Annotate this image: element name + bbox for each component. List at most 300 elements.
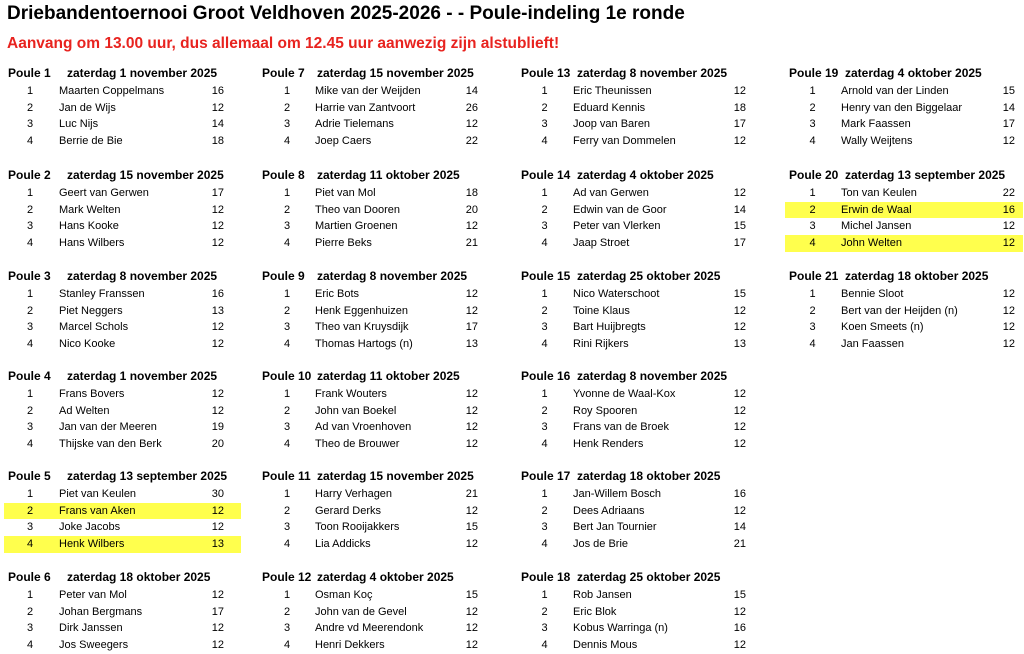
player-number: 2 xyxy=(283,605,291,618)
player-row xyxy=(4,620,241,637)
poule-header xyxy=(4,267,241,285)
player-score: 12 xyxy=(1002,237,1015,250)
player-name: Kobus Warringa (n) xyxy=(573,622,668,635)
player-row xyxy=(258,100,488,117)
player-name: Piet Neggers xyxy=(59,304,123,317)
player-score: 12 xyxy=(733,504,746,517)
player-name: Piet van Mol xyxy=(315,187,376,199)
player-row xyxy=(517,536,751,553)
player-score: 21 xyxy=(465,488,478,500)
player-name: John van Boekel xyxy=(315,404,397,417)
player-row xyxy=(258,637,488,654)
poule-header xyxy=(785,166,1023,184)
player-row xyxy=(517,336,751,353)
player-number: 2 xyxy=(283,404,291,417)
player-score: 18 xyxy=(733,101,746,114)
player-row xyxy=(785,133,1023,150)
player-name: Eric Theunissen xyxy=(573,85,652,97)
player-name: Adrie Tielemans xyxy=(315,118,394,131)
player-score: 12 xyxy=(211,521,224,534)
player-score: 20 xyxy=(211,438,224,451)
player-score: 14 xyxy=(733,521,746,534)
player-number: 3 xyxy=(26,321,34,334)
poule-date: zaterdag 4 oktober 2025 xyxy=(317,570,454,584)
player-score: 22 xyxy=(465,135,478,148)
player-score: 12 xyxy=(465,421,478,434)
player-number: 3 xyxy=(541,118,548,131)
player-name: Frans van Aken xyxy=(59,504,136,517)
player-number: 2 xyxy=(541,304,548,317)
player-row xyxy=(258,303,488,320)
poule-date: zaterdag 11 oktober 2025 xyxy=(317,369,460,383)
poule-name: Poule 3 xyxy=(8,269,51,283)
player-score: 26 xyxy=(465,101,478,114)
player-row xyxy=(4,403,241,420)
player-number: 1 xyxy=(283,187,291,199)
player-score: 12 xyxy=(465,605,478,618)
poule-date: zaterdag 8 november 2025 xyxy=(577,369,728,383)
poule-date: zaterdag 8 november 2025 xyxy=(67,269,218,283)
player-row xyxy=(4,336,241,353)
player-row xyxy=(517,587,751,604)
poule-name: Poule 21 xyxy=(789,269,839,283)
player-name: Theo de Brouwer xyxy=(315,438,400,451)
player-score: 21 xyxy=(465,237,478,250)
poule-header xyxy=(258,166,488,184)
player-row xyxy=(258,604,488,621)
player-number: 2 xyxy=(283,101,291,114)
player-score: 12 xyxy=(211,639,224,652)
player-name: Marcel Schols xyxy=(59,321,129,334)
player-row xyxy=(4,116,241,133)
poule-block xyxy=(4,166,241,252)
player-score: 12 xyxy=(465,622,478,635)
player-row xyxy=(785,303,1023,320)
player-number: 4 xyxy=(541,639,548,652)
player-number: 4 xyxy=(26,237,34,250)
poule-name: Poule 16 xyxy=(521,369,571,383)
poule-header xyxy=(258,367,488,385)
player-score: 18 xyxy=(211,135,224,148)
player-row xyxy=(517,503,751,520)
player-number: 3 xyxy=(26,421,34,434)
player-number: 4 xyxy=(283,538,291,551)
player-row xyxy=(517,486,751,503)
poule-header xyxy=(517,467,751,485)
player-score: 12 xyxy=(465,220,478,233)
poule-block xyxy=(258,166,488,252)
player-number: 2 xyxy=(283,504,291,517)
player-name: Jan de Wijs xyxy=(59,101,116,114)
player-number: 1 xyxy=(541,288,548,300)
poule-header xyxy=(517,568,751,586)
poule-date: zaterdag 25 oktober 2025 xyxy=(577,269,721,283)
player-row xyxy=(258,133,488,150)
player-name: Pierre Beks xyxy=(315,237,372,250)
poule-block xyxy=(4,267,241,353)
poule-header xyxy=(258,267,488,285)
poule-name: Poule 18 xyxy=(521,570,571,584)
player-name: Toine Klaus xyxy=(573,304,630,317)
player-row xyxy=(4,202,241,219)
player-name: Nico Waterschoot xyxy=(573,288,660,300)
player-score: 12 xyxy=(211,338,224,351)
player-name: Ton van Keulen xyxy=(841,187,917,199)
player-number: 2 xyxy=(283,304,291,317)
player-score: 12 xyxy=(465,388,478,400)
player-number: 1 xyxy=(26,288,34,300)
player-name: Jos de Brie xyxy=(573,538,629,551)
player-number: 2 xyxy=(541,504,548,517)
player-row xyxy=(517,319,751,336)
player-score: 12 xyxy=(211,101,224,114)
poule-name: Poule 1 xyxy=(8,66,51,80)
player-row xyxy=(4,419,241,436)
player-score: 15 xyxy=(733,288,746,300)
player-name: Hans Wilbers xyxy=(59,237,125,250)
poule-name: Poule 19 xyxy=(789,66,839,80)
player-score: 12 xyxy=(1002,288,1015,300)
poule-date: zaterdag 4 oktober 2025 xyxy=(845,66,982,80)
player-name: Peter van Mol xyxy=(59,589,127,601)
player-row xyxy=(4,637,241,654)
player-row xyxy=(785,83,1023,100)
player-number: 1 xyxy=(541,589,548,601)
poule-block xyxy=(785,267,1023,353)
player-score: 16 xyxy=(733,488,746,500)
poule-block xyxy=(258,367,488,453)
player-score: 13 xyxy=(465,338,478,351)
player-name: Rob Jansen xyxy=(573,589,632,601)
poule-block xyxy=(517,166,751,252)
poule-name: Poule 11 xyxy=(262,469,311,483)
player-score: 30 xyxy=(211,488,224,500)
player-number: 3 xyxy=(283,118,291,131)
player-number: 2 xyxy=(26,304,34,317)
player-row xyxy=(258,419,488,436)
player-score: 12 xyxy=(465,639,478,652)
player-number: 4 xyxy=(809,135,816,148)
poule-date: zaterdag 13 september 2025 xyxy=(67,469,228,483)
poule-date: zaterdag 4 oktober 2025 xyxy=(577,168,714,182)
player-name: John van de Gevel xyxy=(315,605,407,618)
start-time-notice: Aanvang om 13.00 uur, dus allemaal om 12.45 uur aanwezig zijn alstublieft! xyxy=(7,35,560,52)
player-number: 1 xyxy=(283,288,291,300)
player-number: 4 xyxy=(26,639,34,652)
poule-block xyxy=(258,467,488,553)
player-number: 3 xyxy=(541,521,548,534)
player-row xyxy=(258,519,488,536)
player-name: Mark Faassen xyxy=(841,118,911,131)
poule-date: zaterdag 1 november 2025 xyxy=(67,369,218,383)
player-row xyxy=(517,100,751,117)
player-name: Erwin de Waal xyxy=(841,203,912,216)
player-row-highlighted xyxy=(785,202,1023,219)
player-score: 12 xyxy=(733,85,746,97)
poule-date: zaterdag 1 november 2025 xyxy=(67,66,218,80)
player-name: Joop van Baren xyxy=(573,118,651,131)
poule-block xyxy=(4,367,241,453)
player-name: Mike van der Weijden xyxy=(315,85,421,97)
player-number: 1 xyxy=(26,488,34,500)
player-name: Michel Jansen xyxy=(841,220,912,233)
player-name: Theo van Kruysdijk xyxy=(315,321,409,334)
player-row xyxy=(4,235,241,252)
player-name: Osman Koç xyxy=(315,589,373,601)
player-number: 2 xyxy=(26,605,34,618)
player-row xyxy=(258,436,488,453)
player-row xyxy=(785,286,1023,303)
player-score: 12 xyxy=(211,622,224,635)
player-row xyxy=(517,303,751,320)
player-name: Dees Adriaans xyxy=(573,504,645,517)
player-row xyxy=(517,637,751,654)
player-row xyxy=(258,235,488,252)
poule-name: Poule 14 xyxy=(521,168,571,182)
player-score: 17 xyxy=(211,605,224,618)
player-score: 12 xyxy=(733,605,746,618)
player-score: 12 xyxy=(465,538,478,551)
player-number: 3 xyxy=(283,321,291,334)
player-score: 12 xyxy=(211,388,224,400)
player-row-highlighted xyxy=(4,503,241,520)
player-name: Thijske van den Berk xyxy=(59,438,162,451)
player-name: Henri Dekkers xyxy=(315,639,385,652)
player-score: 17 xyxy=(211,187,224,199)
player-score: 14 xyxy=(211,118,224,131)
player-row xyxy=(258,218,488,235)
player-name: Arnold van der Linden xyxy=(841,85,949,97)
player-row xyxy=(785,185,1023,202)
poule-date: zaterdag 18 oktober 2025 xyxy=(577,469,721,483)
player-row xyxy=(517,83,751,100)
player-row xyxy=(4,587,241,604)
player-name: Dennis Mous xyxy=(573,639,638,652)
player-name: Luc Nijs xyxy=(59,118,99,131)
player-row xyxy=(4,486,241,503)
poule-date: zaterdag 18 oktober 2025 xyxy=(67,570,211,584)
player-score: 12 xyxy=(465,438,478,451)
player-score: 12 xyxy=(733,187,746,199)
player-number: 1 xyxy=(809,85,816,97)
player-name: Ad Welten xyxy=(59,404,110,417)
player-name: Eduard Kennis xyxy=(573,101,646,114)
player-name: Jan Faassen xyxy=(841,338,904,351)
player-row xyxy=(517,403,751,420)
player-row xyxy=(258,386,488,403)
player-number: 2 xyxy=(541,101,548,114)
player-number: 3 xyxy=(541,622,548,635)
player-name: Geert van Gerwen xyxy=(59,187,149,199)
player-number: 2 xyxy=(283,203,291,216)
player-number: 4 xyxy=(283,438,291,451)
player-number: 4 xyxy=(283,338,291,351)
player-number: 4 xyxy=(541,237,548,250)
player-name: Bert Jan Tournier xyxy=(573,521,657,534)
player-score: 12 xyxy=(733,388,746,400)
poule-date: zaterdag 15 november 2025 xyxy=(317,469,474,483)
player-row xyxy=(258,620,488,637)
player-name: Hans Kooke xyxy=(59,220,119,233)
player-score: 12 xyxy=(465,304,478,317)
player-number: 1 xyxy=(26,388,34,400)
player-name: Frank Wouters xyxy=(315,388,387,400)
poule-block xyxy=(258,568,488,654)
player-score: 12 xyxy=(733,404,746,417)
player-row xyxy=(517,604,751,621)
player-name: Berrie de Bie xyxy=(59,135,123,148)
player-row xyxy=(258,83,488,100)
player-name: Bart Huijbregts xyxy=(573,321,646,334)
player-row xyxy=(785,336,1023,353)
player-row xyxy=(517,116,751,133)
poule-header xyxy=(4,64,241,82)
player-name: Joep Caers xyxy=(315,135,372,148)
player-number: 2 xyxy=(541,203,548,216)
player-number: 3 xyxy=(809,118,816,131)
player-score: 12 xyxy=(733,421,746,434)
player-row xyxy=(517,286,751,303)
player-number: 3 xyxy=(283,220,291,233)
player-name: Henry van den Biggelaar xyxy=(841,101,963,114)
player-number: 3 xyxy=(541,421,548,434)
player-name: Eric Bots xyxy=(315,288,360,300)
player-name: Yvonne de Waal-Kox xyxy=(573,388,676,400)
player-score: 13 xyxy=(211,538,224,551)
poule-date: zaterdag 8 november 2025 xyxy=(317,269,468,283)
poule-header xyxy=(258,568,488,586)
player-name: Edwin van de Goor xyxy=(573,203,667,216)
player-name: Jaap Stroet xyxy=(573,237,630,250)
player-number: 1 xyxy=(541,187,548,199)
player-number: 4 xyxy=(283,237,291,250)
player-row xyxy=(258,286,488,303)
player-number: 3 xyxy=(541,220,548,233)
player-name: Johan Bergmans xyxy=(59,605,143,618)
player-row xyxy=(258,116,488,133)
player-name: Ad van Gerwen xyxy=(573,187,649,199)
poule-name: Poule 4 xyxy=(8,369,51,383)
player-number: 3 xyxy=(809,220,816,233)
player-number: 4 xyxy=(26,538,34,551)
poule-header xyxy=(4,467,241,485)
player-row xyxy=(4,604,241,621)
player-score: 12 xyxy=(211,404,224,417)
player-score: 17 xyxy=(733,118,746,131)
player-number: 1 xyxy=(541,488,548,500)
player-name: Joke Jacobs xyxy=(59,521,121,534)
player-score: 12 xyxy=(465,288,478,300)
player-number: 1 xyxy=(26,85,34,97)
player-number: 4 xyxy=(809,237,816,250)
player-number: 4 xyxy=(541,538,548,551)
player-number: 4 xyxy=(283,639,291,652)
player-row xyxy=(258,202,488,219)
player-score: 16 xyxy=(211,85,224,97)
player-row xyxy=(4,218,241,235)
player-score: 13 xyxy=(211,304,224,317)
poule-block xyxy=(4,64,241,150)
player-score: 12 xyxy=(733,438,746,451)
player-number: 4 xyxy=(26,135,34,148)
player-name: Bert van der Heijden (n) xyxy=(841,304,958,317)
poule-header xyxy=(785,64,1023,82)
player-score: 12 xyxy=(1002,338,1015,351)
player-score: 15 xyxy=(465,589,478,601)
player-number: 4 xyxy=(283,135,291,148)
poule-block xyxy=(517,64,751,150)
player-row xyxy=(785,100,1023,117)
poule-name: Poule 8 xyxy=(262,168,305,182)
player-row xyxy=(258,185,488,202)
poule-block xyxy=(517,568,751,654)
player-score: 13 xyxy=(733,338,746,351)
player-number: 3 xyxy=(541,321,548,334)
player-name: Harrie van Zantvoort xyxy=(315,101,416,114)
player-name: Frans Bovers xyxy=(59,388,125,400)
poule-name: Poule 17 xyxy=(521,469,571,483)
player-row xyxy=(785,319,1023,336)
player-row xyxy=(517,185,751,202)
player-row xyxy=(258,587,488,604)
player-row xyxy=(4,286,241,303)
player-number: 1 xyxy=(283,488,291,500)
player-row xyxy=(4,185,241,202)
player-name: Harry Verhagen xyxy=(315,488,393,500)
poule-header xyxy=(258,467,488,485)
player-number: 1 xyxy=(283,589,291,601)
player-name: Dirk Janssen xyxy=(59,622,123,635)
player-row xyxy=(4,303,241,320)
player-number: 4 xyxy=(26,438,34,451)
player-score: 12 xyxy=(1002,220,1015,233)
player-score: 16 xyxy=(733,622,746,635)
player-row xyxy=(517,519,751,536)
player-score: 12 xyxy=(465,404,478,417)
player-score: 12 xyxy=(1002,321,1015,334)
player-score: 14 xyxy=(733,203,746,216)
poule-block xyxy=(258,64,488,150)
poule-header xyxy=(4,166,241,184)
player-number: 3 xyxy=(26,118,34,131)
player-row xyxy=(4,319,241,336)
player-score: 12 xyxy=(211,237,224,250)
player-number: 2 xyxy=(541,605,548,618)
poule-name: Poule 15 xyxy=(521,269,571,283)
poule-date: zaterdag 13 september 2025 xyxy=(845,168,1006,182)
player-score: 21 xyxy=(733,538,746,551)
player-number: 4 xyxy=(541,438,548,451)
player-score: 17 xyxy=(1002,118,1015,131)
player-number: 3 xyxy=(26,521,34,534)
player-row xyxy=(4,83,241,100)
poule-block xyxy=(785,64,1023,150)
player-score: 17 xyxy=(733,237,746,250)
player-row xyxy=(785,116,1023,133)
player-row xyxy=(258,536,488,553)
player-number: 3 xyxy=(283,421,291,434)
player-row xyxy=(258,403,488,420)
player-score: 15 xyxy=(465,521,478,534)
player-row xyxy=(4,386,241,403)
player-row xyxy=(517,218,751,235)
player-name: Bennie Sloot xyxy=(841,288,904,300)
player-name: Jan van der Meeren xyxy=(59,421,157,434)
poule-block xyxy=(517,267,751,353)
poule-date: zaterdag 25 oktober 2025 xyxy=(577,570,721,584)
poule-block xyxy=(258,267,488,353)
player-score: 12 xyxy=(733,304,746,317)
